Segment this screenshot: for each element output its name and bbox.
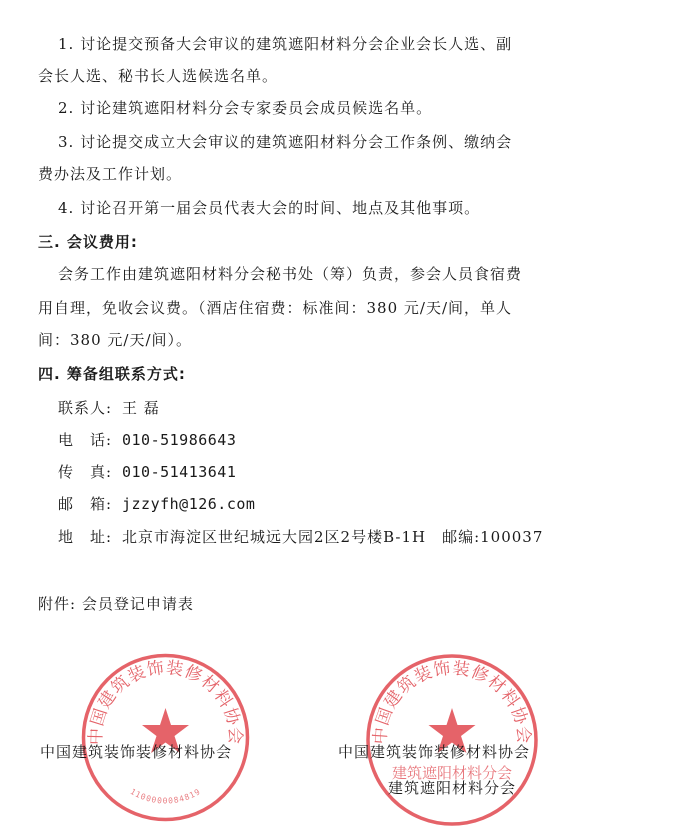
section3-line-3: 间：380 元/天/间）。 xyxy=(38,331,193,349)
fax-row xyxy=(58,462,236,482)
email-row xyxy=(58,494,255,514)
item-1-line-2: 会长人选、秘书长人选候选名单。 xyxy=(38,67,279,85)
email-label: 邮 箱: xyxy=(58,495,113,513)
section4-heading: 四. 筹备组联系方式: xyxy=(38,365,186,383)
item-3-line-2: 费办法及工作计划。 xyxy=(38,165,183,183)
section3-line-1: 会务工作由建筑遮阳材料分会秘书处（筹）负责，参会人员食宿费 xyxy=(58,265,523,283)
contact-value: 王 磊 xyxy=(122,399,160,417)
section3-heading: 三. 会议费用: xyxy=(38,233,138,251)
address-label: 地 址: xyxy=(58,528,113,546)
left-seal-number: 1100000084819 xyxy=(128,786,203,806)
right-signature-line-2: 建筑遮阳材料分会 xyxy=(388,779,517,797)
right-signature-line-1: 中国建筑装饰装修材料协会 xyxy=(338,743,531,761)
item-3-line-1: 3. 讨论提交成立大会审议的建筑遮阳材料分会工作条例、缴纳会 xyxy=(58,133,513,151)
fax-label: 传 真: xyxy=(58,463,113,481)
fax-value: 010-51413641 xyxy=(122,463,237,481)
right-seal-stamp xyxy=(362,650,542,830)
address-value: 北京市海淀区世纪城远大园2区2号楼B-1H 邮编:100037 xyxy=(122,528,544,546)
right-seal-text: 中国建筑装饰装修材料协会 xyxy=(370,658,534,745)
item-4-line-1: 4. 讨论召开第一届会员代表大会的时间、地点及其他事项。 xyxy=(58,199,481,217)
email-value: jzzyfh@126.com xyxy=(122,495,256,513)
left-seal-text: 中国建筑装饰装修材料协会 xyxy=(86,658,245,746)
right-seal-inner-text: 建筑遮阳材料分会 xyxy=(391,764,513,782)
item-1-line-1: 1. 讨论提交预备大会审议的建筑遮阳材料分会企业会长人选、副 xyxy=(58,35,513,53)
phone-row xyxy=(58,430,236,450)
contact-label: 联系人: xyxy=(58,399,113,417)
phone-value: 010-51986643 xyxy=(122,431,237,449)
item-2-line-1: 2. 讨论建筑遮阳材料分会专家委员会成员候选名单。 xyxy=(58,99,433,117)
left-seal-stamp xyxy=(78,650,253,825)
phone-label: 电 话: xyxy=(58,431,113,449)
contact-person-row xyxy=(58,398,160,418)
attachment-note: 附件: 会员登记申请表 xyxy=(38,595,194,613)
address-row xyxy=(58,527,543,547)
svg-text:1100000084819 xyxy=(129,787,203,806)
section3-line-2: 用自理，免收会议费。（酒店住宿费：标准间：380 元/天/间，单人 xyxy=(38,299,513,317)
left-signature: 中国建筑装饰装修材料协会 xyxy=(40,743,233,761)
